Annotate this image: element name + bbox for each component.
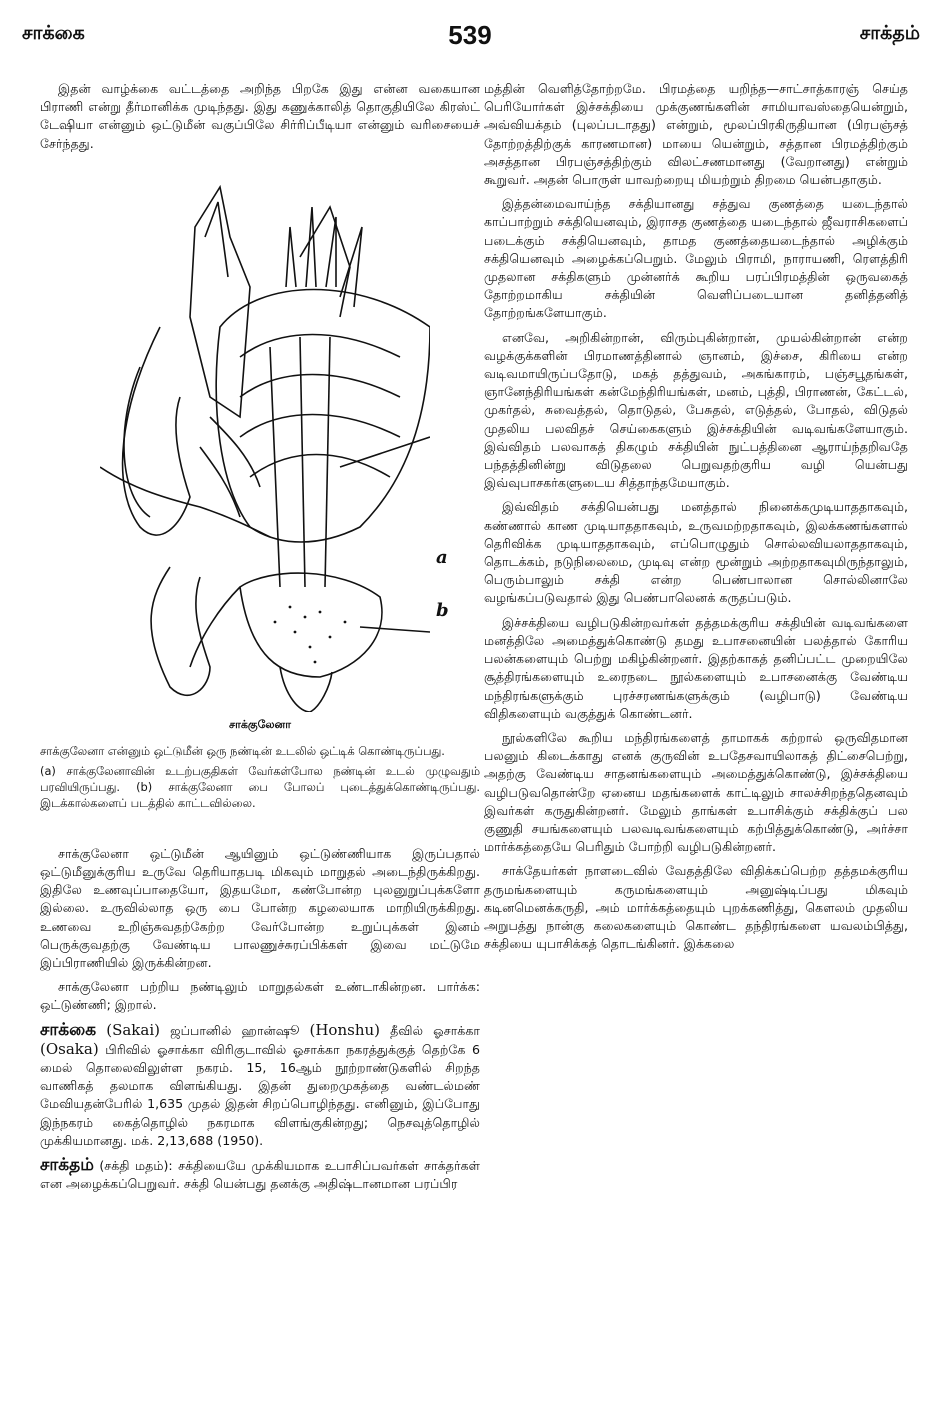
entry-roman-term: (Sakai) [106, 1020, 160, 1039]
header-right-term: சாக்தம் [859, 22, 920, 44]
body-paragraph: இத்தன்மைவாய்ந்த சக்தியானது சத்துவ குணத்தை யடைந்தால் காப்பாற்றும் சக்தியெனவும், இராசத குணத்தை யடைந்தால் ஜீவராசிகளைப் படைக்கும் சக்தியெனவும், தாமத குணத்தையடைந்தால் அழிக்கும் சக்தியெனவும் அழைக்கப்பெறும். மேலும் பிராமி, நாராயணி, ரௌத்திரி முதலான சக்திகளும் முன்னர்க் கூறிய பரப்பிரமத்தின் ஒருவகைத் தோற்றமாகிய சக்தியின் வெளிப்படையான தனித்தனித் தோற்றங்களேயாகும். [484, 196, 908, 321]
entry-text: பிரிவில் ஓசாக்கா விரிகுடாவில் ஓசாக்கா நகரத்துக்குத் தெற்கே 6 மைல் தொலைவிலுள்ள நகரம். 15, 16ஆம் நூற்றாண்டுகளில் சிறந்த வாணிகத் தலமாக விளங்கியது. இதன் துறைமுகத்தை வண்டல்மண் மேவியதன்பேரில் 1,635 முதல் இதன் சிறப்பொழிந்தது. எனினும், இப்போது இந்நகரம் கைத்தொழில் நகரமாக விளங்குகின்றது; நெசவுத்தொழில் முக்கியமானது. மக். 2,13,688 (1950). [40, 1041, 481, 1148]
figure-sacculina-crab [40, 167, 480, 712]
right-column [484, 80, 908, 959]
body-paragraph: இச்சக்தியை வழிபடுகின்றவர்கள் தத்தமக்குரிய சக்தியின் வடிவங்களை மனத்திலே அமைத்துக்கொண்டு தமது உபாசனையின் பலத்தால் கோரிய பலன்களையும் பெற்று மகிழ்கின்றனர். இதற்காகத் தனிப்பட்ட முறையிலே சூத்திரங்களையும் உரைநடை நூல்களையும் உபாசனைக்கு வேண்டிய மந்திரங்களுக்கும் புரச்சரணங்களுக்கும் (வழிபாடு) வேண்டிய விதிகளையும் வகுத்துக் கொண்டனர். [484, 614, 908, 721]
intro-paragraph: இதன் வாழ்க்கை வட்டத்தை அறிந்த பிறகே இது என்ன வகையான பிராணி என்று தீர்மானிக்க முடிந்தது. இது கணுக்காலித் தொகுதியிலே கிரஸ்ட் டேஷியா என்னும் ஒட்டுமீன் வகுப்பிலே சிர்ரிப்பீடியா என்னும் வரிசையைச் சேர்ந்தது. [40, 81, 480, 151]
figure-label-a: a [436, 546, 448, 568]
body-paragraph: நூல்களிலே கூறிய மந்திரங்களைத் தாமாகக் கற்றால் ஒருவிதமான பலனும் கிடைக்காது எனக் குருவின் உபதேசவாயிலாகத் திட்சைபெற்று, அதற்கு வேண்டிய சாதனங்களையும் அமைத்துக்கொண்டு, இச்சக்தியை வழிபடுவதொன்றே ஏனைய மதங்களைக் காட்டிலும் சாலச்சிறந்ததெனவும் இவர்கள் கருதுகின்றனர். மேலும் தாங்கள் உபாசிக்கும் சக்திக்குப் பல குணுதி சயங்களையும் பலவடிவங்களையும் கற்பித்துக்கொண்டு, அர்ச்சா மார்க்கத்தையே பெரிதும் போற்றி வழிபடுகின்றனர். [484, 729, 908, 855]
body-paragraph: இவ்விதம் சக்தியென்பது மனத்தால் நினைக்கமுடியாததாகவும், கண்ணால் காண முடியாததாகவும், உருவமற்றதாகவும், இலக்கணங்களால் தெரிவிக்க முடியாததாகவும், எப்பொழுதும் சொல்லவியலாததாகவும், தொடக்கம், நடுநிலைமை, முடிவு என்ற மூன்றும் அற்றதாகவுமிருந்தாலும், பெரும்பாலும் சக்தி என்ற பெண்பாலான சொல்லினாலே வழங்கப்படுவதால் இது பெண்பாலெனக் கருதப்படும். [484, 499, 908, 606]
entry-heading: சாக்கை [40, 1019, 97, 1040]
entry-text: தீவில் ஓசாக்கா [390, 1022, 480, 1038]
entry-saktam [40, 1156, 480, 1193]
figure-caption: சாக்குலேனா என்னும் ஒட்டுமீன் ஒரு நண்டின் உடலில் ஒட்டிக் கொண்டிருப்பது. [40, 743, 445, 758]
entry-sakai [40, 1021, 480, 1150]
header-left-term: சாக்கை [22, 22, 85, 44]
figure-label-b: b [436, 599, 449, 621]
body-paragraph: சாக்குலேனா பற்றிய நண்டிலும் மாறுதல்கள் உண்டாகின்றன. பார்க்க: ஒட்டுண்ணி; இறால். [40, 979, 480, 1013]
body-paragraph: மத்தின் வெளித்தோற்றமே. பிரமத்தை யறிந்த—சாட்சாத்காரஞ் செய்த பெரியோர்கள் இச்சக்தியை முக்குணங்களின் சாமியாவஸ்தையென்றும், அவ்வியக்தம் (புலப்படாதது) என்றும், மூலப்பிரகிருதியான (பிரபஞ்சத் தோற்றத்திற்குக் காரணமான) மாயை யென்றும், சத்தான பிரமத்திற்கும் அசத்தான பிரபஞ்சத்திற்கும் விலட்சணமானது (வேறானது) என்றும் கூறுவர். அதன் பொருள் யாவற்றையு மியற்றும் திறமை யென்பதாகும். [484, 81, 908, 188]
entry-roman-term: (Honshu) [309, 1020, 380, 1039]
left-column [40, 80, 480, 1199]
entry-text: (சக்தி மதம்): சக்தியையே முக்கியமாக உபாசிப்பவர்கள் சாக்தர்கள் என அழைக்கப்பெறுவர். சக்தி யென்பது தனக்கு அதிஷ்டானமான பரப்பிர [40, 1158, 480, 1192]
figure-title: சாக்குலேனா [229, 717, 291, 731]
figure-caption-detail: (a) சாக்குலேனாவின் உடற்பகுதிகள் வேர்கள்போல நண்டின் உடல் முழுவதும் பரவியிருப்பது. (b) சாக்குலேனா பை போலப் புடைத்துக்கொண்டிருப்பது. இடக்கால்களைப் படத்தில் காட்டவில்லை. [40, 763, 480, 810]
crab-illustration [100, 167, 430, 712]
body-paragraph: எனவே, அறிகின்றான், விரும்புகின்றான், முயல்கின்றான் என்ற வழக்குக்களின் பிரமாணத்தினால் ஞானம், இச்சை, கிரியை என்ற வடிவமாயிருப்பதோடு, மகத் தத்துவம், அகங்காரம், பஞ்சபூதங்கள், ஞானேந்திரியங்கள் கன்மேந்திரியங்கள், மனம், புத்தி, பிராணன், கேட்டல், முகர்தல், சுவைத்தல், தொடுதல், பேசுதல், எடுத்தல், போதல், விடுதல் முதலிய பலவிதச் செய்கைகளும் இச்சக்தியின் வடிவங்களேயாகும். இவ்விதம் பலவாகத் திகழும் சக்தியின் நுட்பத்தினை ஆராய்ந்தறிவதே பந்தத்தினின்று விடுதலை பெறுவதற்குரிய வழி யென்பது இவ்வுபாசகர்களுடைய சித்தாந்தமேயாகும். [484, 329, 908, 491]
page-number: 539 [448, 20, 492, 50]
entry-text: ஜப்பானில் ஹான்ஷூ [170, 1022, 300, 1038]
entry-heading: சாக்தம் [40, 1155, 94, 1176]
entry-roman-term: (Osaka) [40, 1039, 99, 1058]
body-paragraph: சாக்குலேனா ஒட்டுமீன் ஆயினும் ஒட்டுண்ணியாக இருப்பதால் ஒட்டுமீனுக்குரிய உருவே தெரியாதபடி மிகவும் மாறுதல் அடைந்திருக்கிறது. இதிலே உணவுப்பாதையோ, இதயமோ, கண்போன்ற புலனுறுப்புக்களோ இல்லை. உருவில்லாத ஒரு பை போன்ற கழலையாக மாறியிருக்கிறது. உணவை உறிஞ்சுவதற்கேற்ற வேர்போன்ற உறுப்புக்கள் இனம் பெருக்குவதற்கு வேண்டிய பாலணுச்சுரப்பிக்கள் இவை மட்டுமே இப்பிராணியில் இருக்கின்றன. [40, 845, 480, 971]
body-paragraph: சாக்தேயர்கள் நாளடைவில் வேதத்திலே விதிக்கப்பெற்ற தத்தமக்குரிய தருமங்களையும் கருமங்களையும் அனுஷ்டிப்பது மிகவும் கடினமெனக்கருதி, அம் மார்க்கத்தையும் புறக்கணித்து, கௌலம் முதலிய அறுபத்து நான்கு கலைகளையும் கொண்ட தந்திரங்களை யவலம்பித்து, சக்தியை யுபாசிக்கத் தொடங்கினர். இக்கலை [484, 863, 908, 952]
